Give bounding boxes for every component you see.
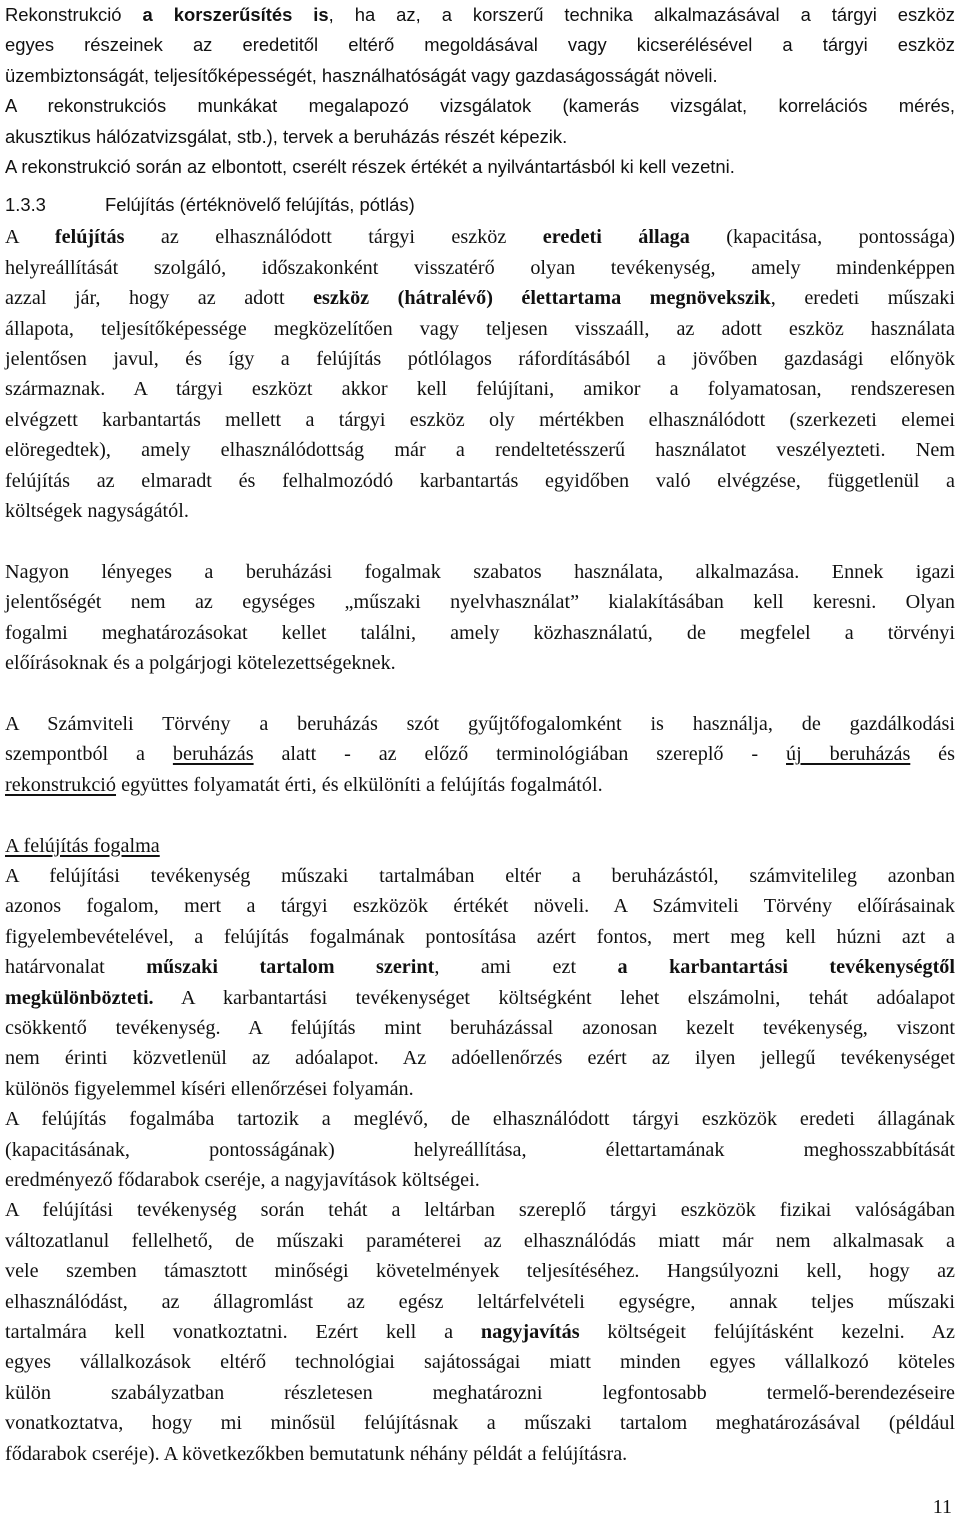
intro-line: akusztikus hálózatvizsgálat, stb.), tervek a beruházás részét képezik. xyxy=(5,125,568,147)
text-line: A felújítás fogalmába tartozik a meglévő, de elhasználódott tárgyi eszközök eredeti állagának xyxy=(5,1108,955,1131)
text-line: helyreállítását szolgáló, időszakonként visszatérő olyan tevékenység, amely mindenképpen xyxy=(5,256,955,279)
section-heading xyxy=(5,190,955,220)
text-line: állapota, teljesítőképessége megközelítően vagy teljesen visszaáll, az adott eszköz használata xyxy=(5,317,955,340)
text-line: A Számviteli Törvény a beruházás szót gyűjtőfogalomként is használja, de gazdálkodási xyxy=(5,712,955,735)
text-line: szempontból a beruházás alatt - az előző terminológiában szereplő - új beruházás és xyxy=(5,743,955,766)
paragraph-szamviteli xyxy=(5,709,955,800)
paragraph-gap xyxy=(5,527,955,557)
subheading: A felújítás fogalma xyxy=(5,834,160,857)
text-line: csökkentő tevékenység. A felújítás mint beruházással azonosan kezelt tevékenység, viszont xyxy=(5,1016,955,1039)
text-line: elvégzett karbantartás mellett a tárgyi eszköz oly mértékben elhasználódott (szerkezeti elemei xyxy=(5,408,955,431)
text-line: azzal jár, hogy az adott eszköz (hátralévő) élettartama megnövekszik, eredeti műszaki xyxy=(5,287,955,310)
paragraph-felujitas-fogalmaba xyxy=(5,1104,955,1195)
text-line: költségek nagyságától. xyxy=(5,500,189,523)
text-line: jelentősen javul, és így a felújítás pótlólagos ráfordításából a jövőben gazdasági előnyök xyxy=(5,348,955,371)
text-line: jelentőségét nem az egységes „műszaki nyelvhasználat” kialakításában kell keresni. Olyan xyxy=(5,591,955,614)
text-line: tartalmára kell vonatkoztatni. Ezért kell a nagyjavítás költségeit felújításként kezelni. Az xyxy=(5,1321,955,1344)
text-line: A felújítási tevékenység műszaki tartalmában eltér a beruházástól, számvitelileg azonban xyxy=(5,864,955,887)
intro-line: Rekonstrukció a korszerűsítés is, ha az, a korszerű technika alkalmazásával a tárgyi eszköz xyxy=(5,4,955,25)
section-number: 1.3.3 xyxy=(5,194,46,216)
paragraph-gap xyxy=(5,679,955,709)
text-line: elhasználódást, az állagromlást az egész leltárfelvételi egységre, annak teljes műszaki xyxy=(5,1290,955,1313)
text-line: figyelembevételével, a felújítás fogalmának pontosítása azért fontos, mert meg kell húzni azt a xyxy=(5,925,955,948)
paragraph-felujitasi-tevekenyseg xyxy=(5,1195,955,1469)
text-line: elöregedtek), amely elhasználódottság már a rendeltetésszerű használatot veszélyezteti. Nem xyxy=(5,439,955,462)
paragraph-fogalmak xyxy=(5,557,955,679)
text-line: előírásoknak és a polgárjogi kötelezettségeknek. xyxy=(5,652,396,675)
paragraph-felujitas xyxy=(5,222,955,526)
text-line: egyes vállalkozások eltérő technológiai sajátosságai miatt minden egyes vállalkozó köteles xyxy=(5,1351,955,1374)
text-line: A felújítási tevékenység során tehát a leltárban szereplő tárgyi eszközök fizikai valóságában xyxy=(5,1199,955,1222)
intro-line: A rekonstrukció során az elbontott, cserélt részek értékét a nyilvántartásból ki kell vezetni. xyxy=(5,156,735,178)
text-line: származnak. A tárgyi eszközt akkor kell felújítani, amikor a folyamatosan, rendszeresen xyxy=(5,378,955,401)
section-title: Felújítás (értéknövelő felújítás, pótlás) xyxy=(105,194,415,216)
text-line: eredményező fődarabok cseréje, a nagyjavítások költségei. xyxy=(5,1168,480,1191)
text-line: változatlanul fellelhető, de műszaki paraméterei az elhasználódás miatt már nem alkalmasak a xyxy=(5,1229,955,1252)
text-line: azonos fogalom, mert a tárgyi eszközök értékét növeli. A Számviteli Törvény előírásainak xyxy=(5,895,955,918)
text-line: vonatkoztatva, hogy mi minősül felújításnak a műszaki tartalom meghatározásával (például xyxy=(5,1412,955,1435)
text-line: nem érinti közvetlenül az adóalapot. Az adóellenőrzés ezért az ilyen jellegű tevékenységet xyxy=(5,1047,955,1070)
text-line: Nagyon lényeges a beruházási fogalmak szabatos használata, alkalmazása. Ennek igazi xyxy=(5,560,955,583)
text-line: fogalmi meghatározásokat kellet találni, amely közhasználatú, de megfelel a törvényi xyxy=(5,621,955,644)
page-number: 11 xyxy=(932,1496,952,1518)
text-line: vele szemben támasztott minőségi követelmények teljesítéséhez. Hangsúlyozni kell, hogy az xyxy=(5,1260,955,1283)
text-line: határvonalat műszaki tartalom szerint, ami ezt a karbantartási tevékenységtől xyxy=(5,956,955,979)
intro-paragraph xyxy=(5,0,955,182)
intro-line: üzembiztonságát, teljesítőképességét, használhatóságát vagy gazdaságosságát növeli. xyxy=(5,64,718,86)
text-line: rekonstrukció együttes folyamatát érti, és elkülöníti a felújítás fogalmától. xyxy=(5,773,603,796)
paragraph-gap xyxy=(5,800,955,830)
intro-line: egyes részeinek az eredetitől eltérő megoldásával vagy kicserélésével a tárgyi eszköz xyxy=(5,34,955,56)
text-line: fődarabok cseréje). A következőkben bemutatunk néhány példát a felújításra. xyxy=(5,1442,628,1465)
document-page xyxy=(5,0,955,1469)
text-line: külön szabályzatban részletesen meghatározni legfontosabb termelő-berendezéseire xyxy=(5,1381,955,1404)
text-line: felújítás az elmaradt és felhalmozódó karbantartás egyidőben való elvégzése, függetlenül a xyxy=(5,469,955,492)
text-line: (kapacitásának, pontosságának) helyreállítása, élettartamának meghosszabbítását xyxy=(5,1138,955,1161)
intro-line: A rekonstrukciós munkákat megalapozó vizsgálatok (kamerás vizsgálat, korrelációs mérés, xyxy=(5,95,955,117)
text-line: megkülönbözteti. A karbantartási tevékenységet költségként lehet elszámolni, tehát adóalapot xyxy=(5,986,955,1009)
text-line: A felújítás az elhasználódott tárgyi eszköz eredeti állaga (kapacitása, pontossága) xyxy=(5,226,956,249)
text-line: különös figyelemmel kíséri ellenőrzései folyamán. xyxy=(5,1077,414,1100)
paragraph-felujitas-fogalma xyxy=(5,831,955,1105)
